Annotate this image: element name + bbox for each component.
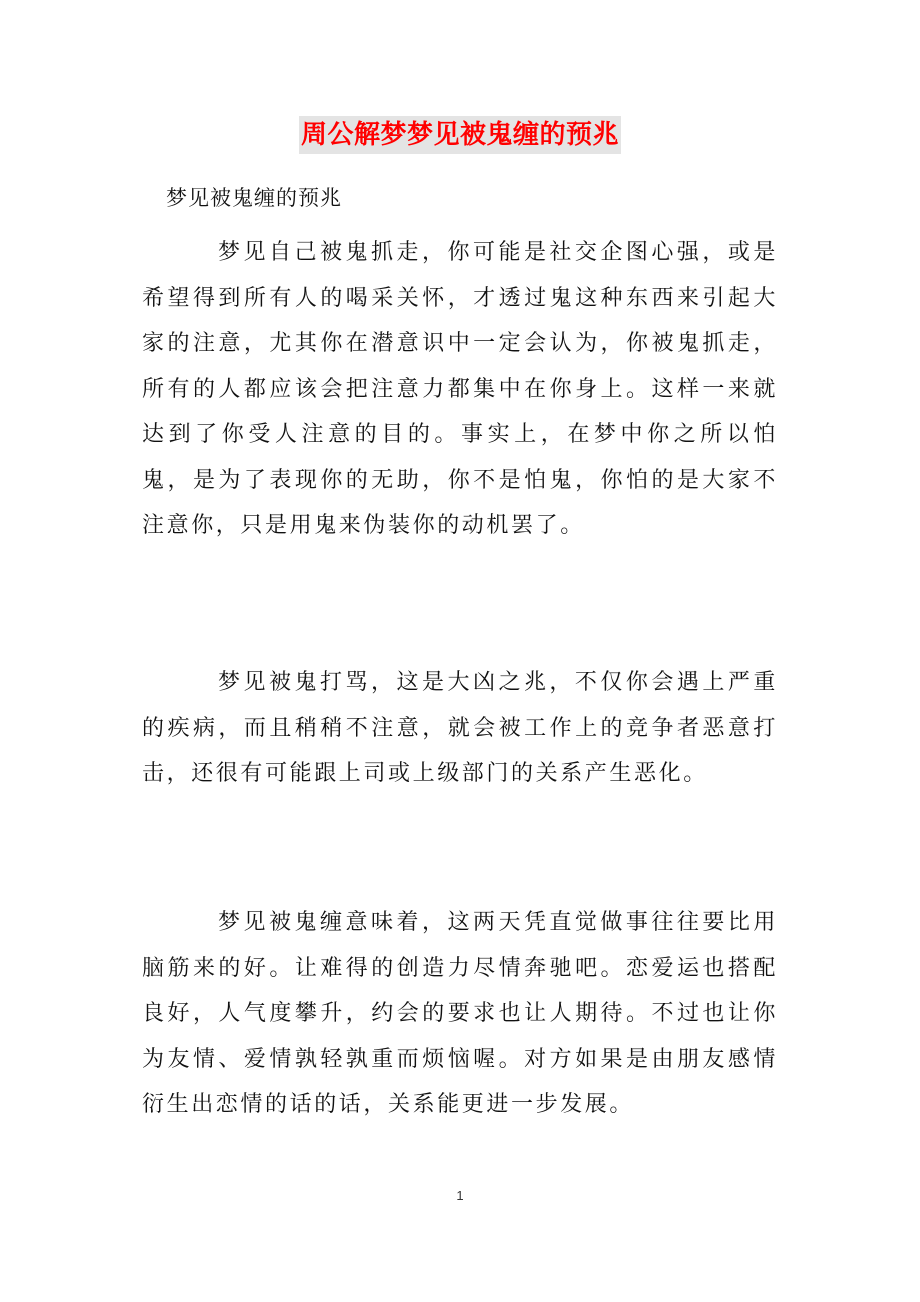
page-number: 1: [456, 1188, 464, 1203]
paragraph-3: 梦见被鬼缠意味着，这两天凭直觉做事往往要比用脑筋来的好。让难得的创造力尽情奔驰吧。恋爱运也搭配良好，人气度攀升，约会的要求也让人期待。不过也让你为友情、爱情孰轻孰重而烦恼喔。对方如果是由朋友感情衍生出恋情的话的话，关系能更进一步发展。: [142, 910, 778, 1117]
paragraph-2: 梦见被鬼打骂，这是大凶之兆，不仅你会遇上严重的疾病，而且稍稍不注意，就会被工作上的竞争者恶意打击，还很有可能跟上司或上级部门的关系产生恶化。: [142, 670, 778, 786]
document-title: 周公解梦梦见被鬼缠的预兆: [299, 116, 621, 154]
paragraph-1: 梦见自己被鬼抓走，你可能是社交企图心强，或是希望得到所有人的喝采关怀，才透过鬼这种东西来引起大家的注意，尤其你在潜意识中一定会认为，你被鬼抓走，所有的人都应该会把注意力都集中在你身上。这样一来就达到了你受人注意的目的。事实上，在梦中你之所以怕鬼，是为了表现你的无助，你不是怕鬼，你怕的是大家不注意你，只是用鬼来伪装你的动机罢了。: [142, 240, 778, 538]
title-container: [0, 116, 920, 154]
document-subtitle: 梦见被鬼缠的预兆: [166, 186, 342, 210]
